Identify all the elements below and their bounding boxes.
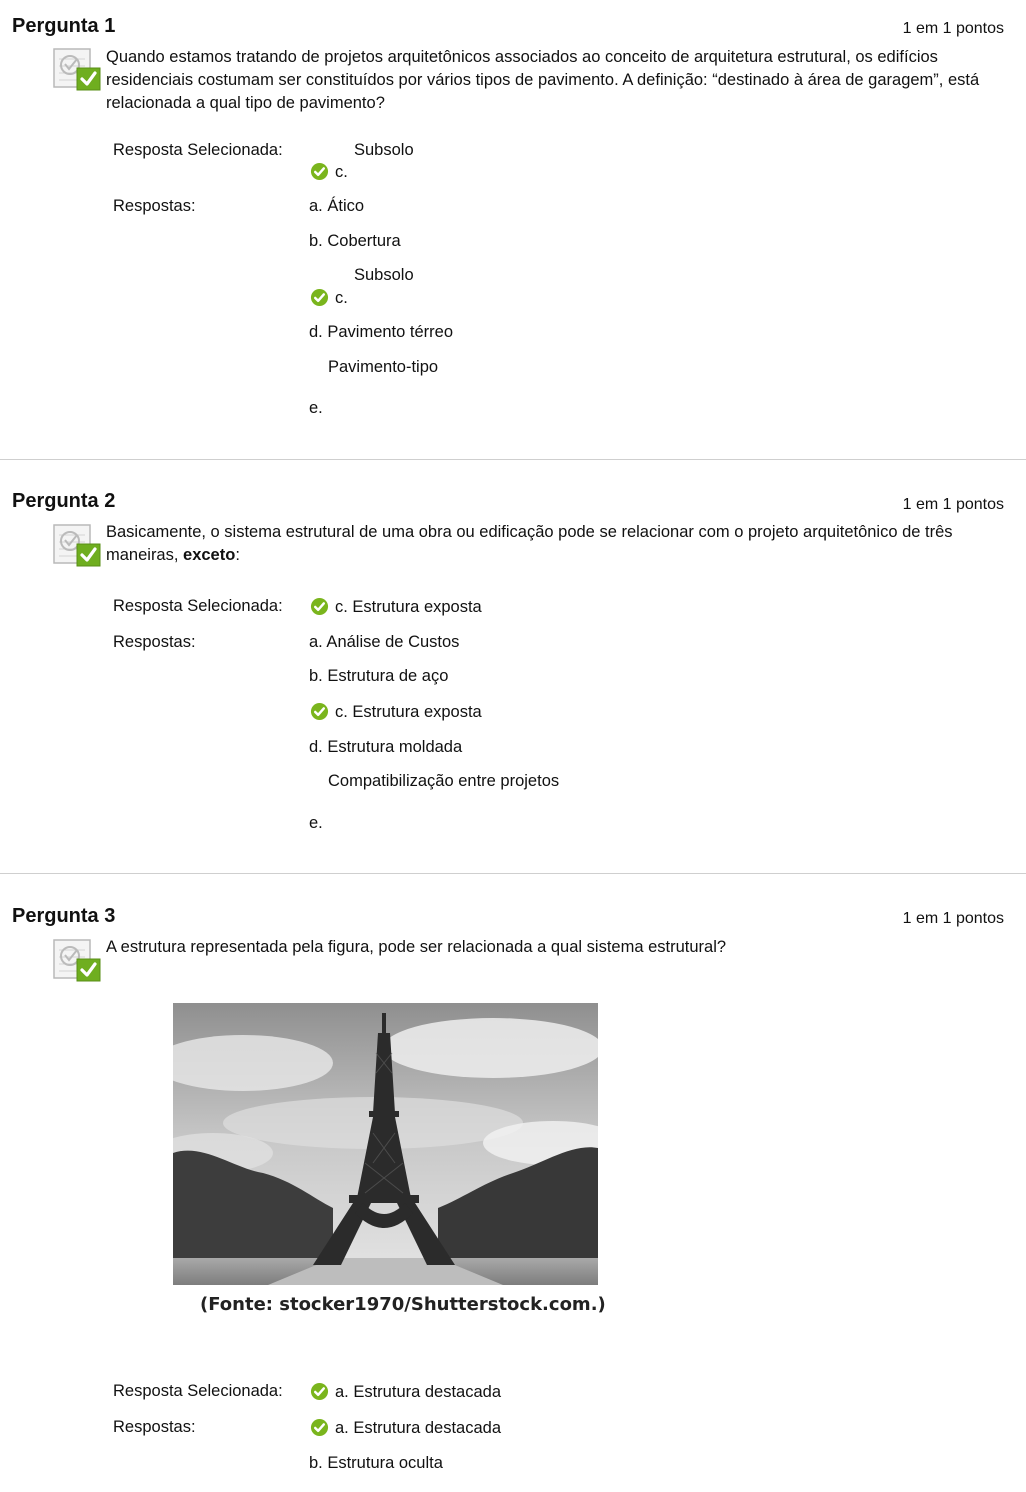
graded-question-icon xyxy=(52,521,102,569)
answers-label: Respostas: xyxy=(113,1418,196,1436)
question-2-text-end: : xyxy=(235,546,240,564)
answer-text: Cobertura xyxy=(327,232,401,250)
answer-option-e-text: Pavimento-tipo xyxy=(328,358,439,376)
correct-check-icon xyxy=(310,1382,329,1401)
question-2-text-start: Basicamente, o sistema estrutural de uma obra ou edificação pode se relacionar com o projeto arquitetônico de três maneiras, xyxy=(106,523,953,564)
question-1-points: 1 em 1 pontos xyxy=(902,20,1004,37)
answer-text: Pavimento térreo xyxy=(327,323,454,341)
correct-check-icon xyxy=(310,288,329,307)
answer-letter: b. xyxy=(309,232,323,250)
selected-answer xyxy=(310,1382,501,1402)
question-2-points: 1 em 1 pontos xyxy=(902,496,1004,513)
figure-caption: (Fonte: stocker1970/Shutterstock.com.) xyxy=(200,1294,606,1315)
answer-option-c xyxy=(310,702,482,722)
question-1-title: Pergunta 1 xyxy=(12,15,116,37)
selected-answer xyxy=(310,162,348,182)
answer-text: a. Estrutura destacada xyxy=(335,1419,502,1437)
answer-letter: c. xyxy=(335,289,348,307)
correct-check-icon xyxy=(310,702,329,721)
eiffel-tower-illustration xyxy=(173,1003,598,1285)
answer-option-b: b. Estrutura de aço xyxy=(309,667,449,685)
graded-question-icon xyxy=(52,936,102,984)
answer-option-d xyxy=(309,323,453,342)
answer-text: Ático xyxy=(327,197,365,215)
answer-option-e-text: Compatibilização entre projetos xyxy=(328,772,560,790)
question-2-text-emphasis: exceto xyxy=(183,546,236,564)
selected-answer-text: c. Estrutura exposta xyxy=(335,598,482,616)
graded-question-icon xyxy=(52,45,102,93)
question-3-points: 1 em 1 pontos xyxy=(902,910,1004,927)
answer-option-d: d. Estrutura moldada xyxy=(309,738,463,756)
answer-letter: d. xyxy=(309,323,323,341)
question-3-text: A estrutura representada pela figura, pode ser relacionada a qual sistema estrutural? xyxy=(106,938,727,956)
answer-option-b xyxy=(309,232,401,251)
correct-check-icon xyxy=(310,597,329,616)
answer-option-a xyxy=(310,1418,501,1438)
answer-option-a xyxy=(309,197,364,216)
answer-option-c xyxy=(310,288,348,308)
question-separator xyxy=(0,459,1026,460)
correct-check-icon xyxy=(310,1418,329,1437)
question-1-text: Quando estamos tratando de projetos arquitetônicos associados ao conceito de arquitetura estrutural, os edifícios residenciais costumam ser constituídos por vários tipos de pavimento. A definição: “destinado à área de garagem”, está relacionada a qual tipo de pavimento? xyxy=(106,48,980,112)
question-2-title: Pergunta 2 xyxy=(12,490,116,512)
answer-text: c. Estrutura exposta xyxy=(335,703,482,721)
selected-answer-label: Resposta Selecionada: xyxy=(113,597,283,615)
selected-answer-text: a. Estrutura destacada xyxy=(335,1383,502,1401)
question-3-title: Pergunta 3 xyxy=(12,905,116,927)
question-separator xyxy=(0,873,1026,874)
selected-answer-text: Subsolo xyxy=(354,141,414,159)
answer-option-a: a. Análise de Custos xyxy=(309,633,460,651)
answer-option-b: b. Estrutura oculta xyxy=(309,1454,443,1472)
answer-option-c-text: Subsolo xyxy=(354,266,414,284)
selected-answer-letter: c. xyxy=(335,163,348,181)
answer-letter: a. xyxy=(309,197,323,215)
selected-answer-label: Resposta Selecionada: xyxy=(113,1382,283,1400)
answer-option-e-letter: e. xyxy=(309,814,323,832)
selected-answer xyxy=(310,597,482,617)
answer-option-e-letter: e. xyxy=(309,399,323,417)
question-2-text xyxy=(106,521,1006,567)
selected-answer-label: Resposta Selecionada: xyxy=(113,141,283,159)
answers-label: Respostas: xyxy=(113,633,196,651)
correct-check-icon xyxy=(310,162,329,181)
eiffel-tower-photo xyxy=(173,1003,598,1285)
answers-label: Respostas: xyxy=(113,197,196,215)
